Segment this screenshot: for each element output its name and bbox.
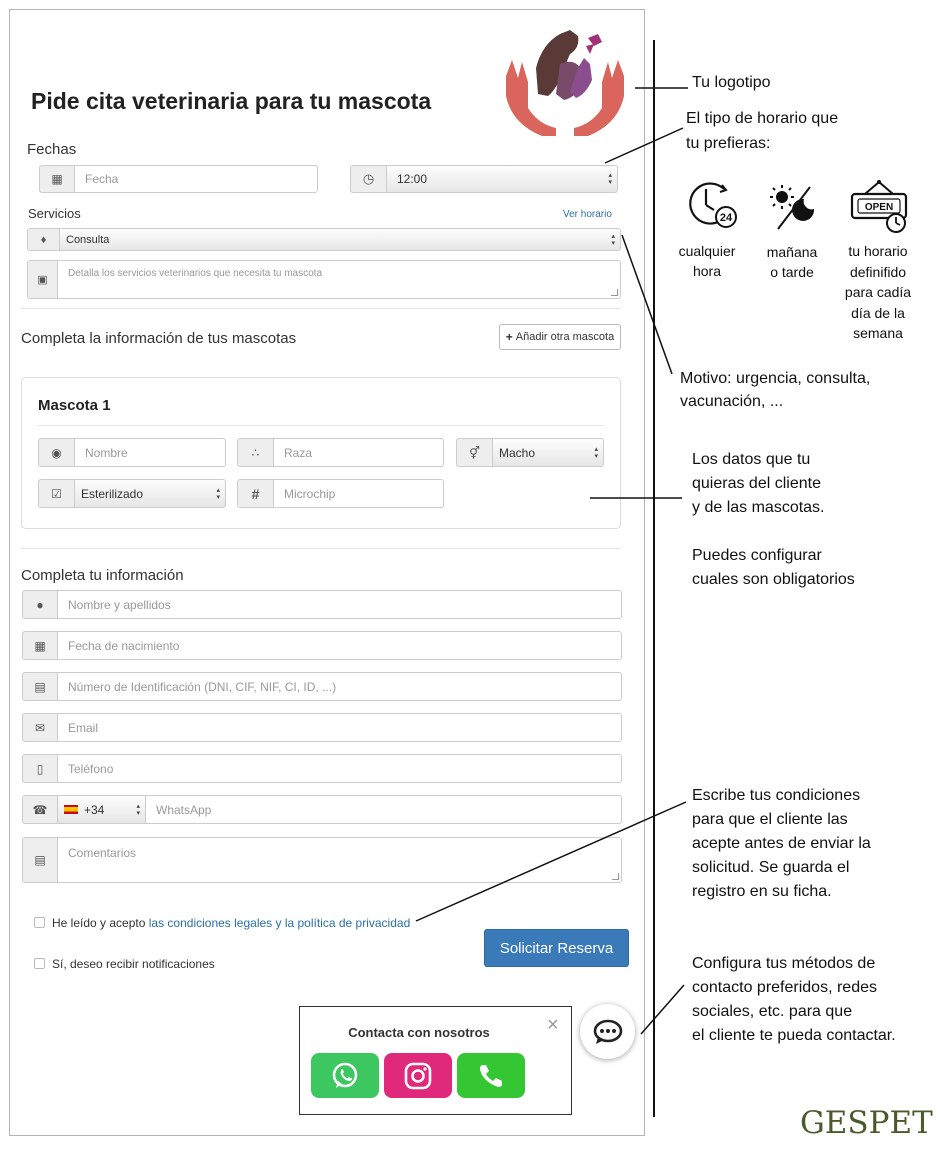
annotation-schedule-line2: tu prefieras: — [686, 135, 771, 152]
annotation-data-line2: quieras del cliente — [692, 475, 821, 492]
notifications-label: Sí, deseo recibir notificaciones — [52, 957, 215, 971]
own-schedule-line4: día de la — [851, 304, 905, 321]
annotation-data-line3: y de las mascotas. — [692, 499, 825, 516]
clock-icon: ◷ — [350, 165, 387, 193]
am-pm-line2: o tarde — [770, 264, 814, 280]
phone-prefix-value: +34 — [84, 802, 105, 817]
view-schedule-link[interactable]: Ver horario — [563, 209, 612, 220]
annotation-am-pm — [756, 242, 828, 282]
id-number-input[interactable]: Número de Identificación (DNI, CIF, NIF, CI, ID, ...) — [57, 672, 622, 701]
annotation-contact-line1: Configura tus métodos de — [692, 955, 876, 972]
paw-icon: ∴ — [237, 438, 274, 467]
annotation-data-line1: Los datos que tu — [692, 451, 811, 468]
whatsapp-input[interactable]: WhatsApp — [145, 795, 622, 824]
annotation-data-line4: Puedes configurar — [692, 547, 822, 564]
pets-section-title: Completa la información de tus mascotas — [21, 330, 297, 347]
pet-sex-select[interactable]: Macho ▴ ▾ — [492, 438, 604, 467]
annotation-logo: Tu logotipo — [692, 74, 771, 91]
annotation-data-line5: cuales son obligatorios — [692, 571, 855, 588]
plus-icon: + — [505, 330, 513, 344]
pet-name-input[interactable]: Nombre — [74, 438, 226, 467]
conditions-connector — [416, 802, 686, 921]
id-card-icon: ▤ — [22, 672, 58, 701]
calendar-icon: ▦ — [22, 631, 58, 660]
service-select[interactable]: Consulta ▴ ▾ — [59, 228, 621, 251]
document-icon: ▤ — [22, 837, 58, 883]
services-section-title: Servicios — [28, 206, 81, 221]
contact-connector — [641, 985, 684, 1034]
annotation-contact-line2: contacto preferidos, redes — [692, 979, 877, 996]
annotation-conditions-line1: Escribe tus condiciones — [692, 787, 861, 804]
close-icon[interactable]: × — [547, 1014, 559, 1036]
full-name-input[interactable]: Nombre y apellidos — [57, 590, 622, 619]
open-sign-label: OPEN — [864, 202, 894, 213]
annotation-motive-line1: Motivo: urgencia, consulta, — [680, 370, 871, 387]
pet-breed-input[interactable]: Raza — [273, 438, 444, 467]
comments-textarea[interactable]: Comentarios — [57, 837, 622, 883]
annotation-conditions-line5: registro en su ficha. — [692, 883, 832, 900]
checkbox-icon: ☑ — [38, 479, 75, 508]
clock-24-icon — [682, 179, 740, 233]
client-section-title: Completa tu información — [21, 567, 184, 584]
gender-icon: ⚥ — [456, 438, 493, 467]
mobile-icon: ▯ — [22, 754, 58, 783]
time-select[interactable]: 12:00 ▴ ▾ — [386, 165, 618, 193]
any-hour-line1: cualquier — [678, 243, 736, 259]
legal-link[interactable]: las condiciones legales y la política de privacidad — [148, 916, 411, 930]
legal-prefix: He leído y acepto — [52, 916, 146, 930]
cat-icon: ◉ — [38, 438, 75, 467]
whatsapp-icon: ☎ — [22, 795, 58, 824]
service-detail-textarea[interactable]: Detalla los servicios veterinarios que necesita tu mascota — [57, 260, 621, 299]
submit-button[interactable]: Solicitar Reserva — [484, 929, 629, 967]
clock-24-label: 24 — [719, 212, 733, 224]
own-schedule-line2: definifido — [849, 263, 907, 280]
annotation-conditions-line4: solicitud. Se guarda el — [692, 859, 850, 876]
birth-date-input[interactable]: Fecha de nacimiento — [57, 631, 622, 660]
envelope-icon: ✉ — [22, 713, 58, 742]
any-hour-line2: hora — [692, 263, 722, 279]
tag-icon: ♦ — [27, 228, 60, 251]
pet-sterilized-select[interactable]: Esterilizado ▴ ▾ — [74, 479, 226, 508]
date-input[interactable]: Fecha — [74, 165, 318, 193]
motive-connector — [622, 235, 672, 374]
dates-section-title: Fechas — [27, 141, 77, 158]
page-title: Pide cita veterinaria para tu mascota — [31, 88, 432, 114]
annotation-own-schedule — [832, 241, 924, 344]
own-schedule-line3: para cadía — [844, 284, 912, 300]
annotation-contact-line3: sociales, etc. para que — [692, 1003, 853, 1020]
annotation-contact-line4: el cliente te pueda contactar. — [692, 1027, 896, 1044]
open-sign-icon — [849, 180, 911, 236]
briefcase-icon: ▣ — [27, 260, 58, 299]
pet-card-title: Mascota 1 — [38, 397, 111, 414]
brand-wordmark: GESPET — [800, 1105, 933, 1141]
annotation-conditions-line2: para que el cliente las — [692, 811, 848, 828]
annotation-motive-line2: vacunación, ... — [680, 393, 784, 410]
phone-input[interactable]: Teléfono — [57, 754, 622, 783]
schedule-connector — [605, 128, 683, 163]
add-pet-label: Añadir otra mascota — [515, 331, 615, 343]
calendar-icon: ▦ — [39, 165, 75, 193]
annotation-conditions-line3: acepte antes de enviar la — [692, 835, 871, 852]
day-night-icon — [768, 183, 822, 233]
contact-widget-title: Contacta con nosotros — [348, 1025, 490, 1040]
am-pm-line1: mañana — [766, 244, 818, 260]
pet-microchip-input[interactable]: Microchip — [273, 479, 444, 508]
own-schedule-line1: tu horario — [848, 243, 908, 259]
annotation-any-hour — [668, 241, 746, 281]
user-icon: ● — [22, 590, 58, 619]
annotation-schedule-line1: El tipo de horario que — [686, 110, 839, 127]
email-input[interactable]: Email — [57, 713, 622, 742]
hash-icon: # — [237, 479, 274, 508]
own-schedule-line5: semana — [853, 325, 903, 341]
